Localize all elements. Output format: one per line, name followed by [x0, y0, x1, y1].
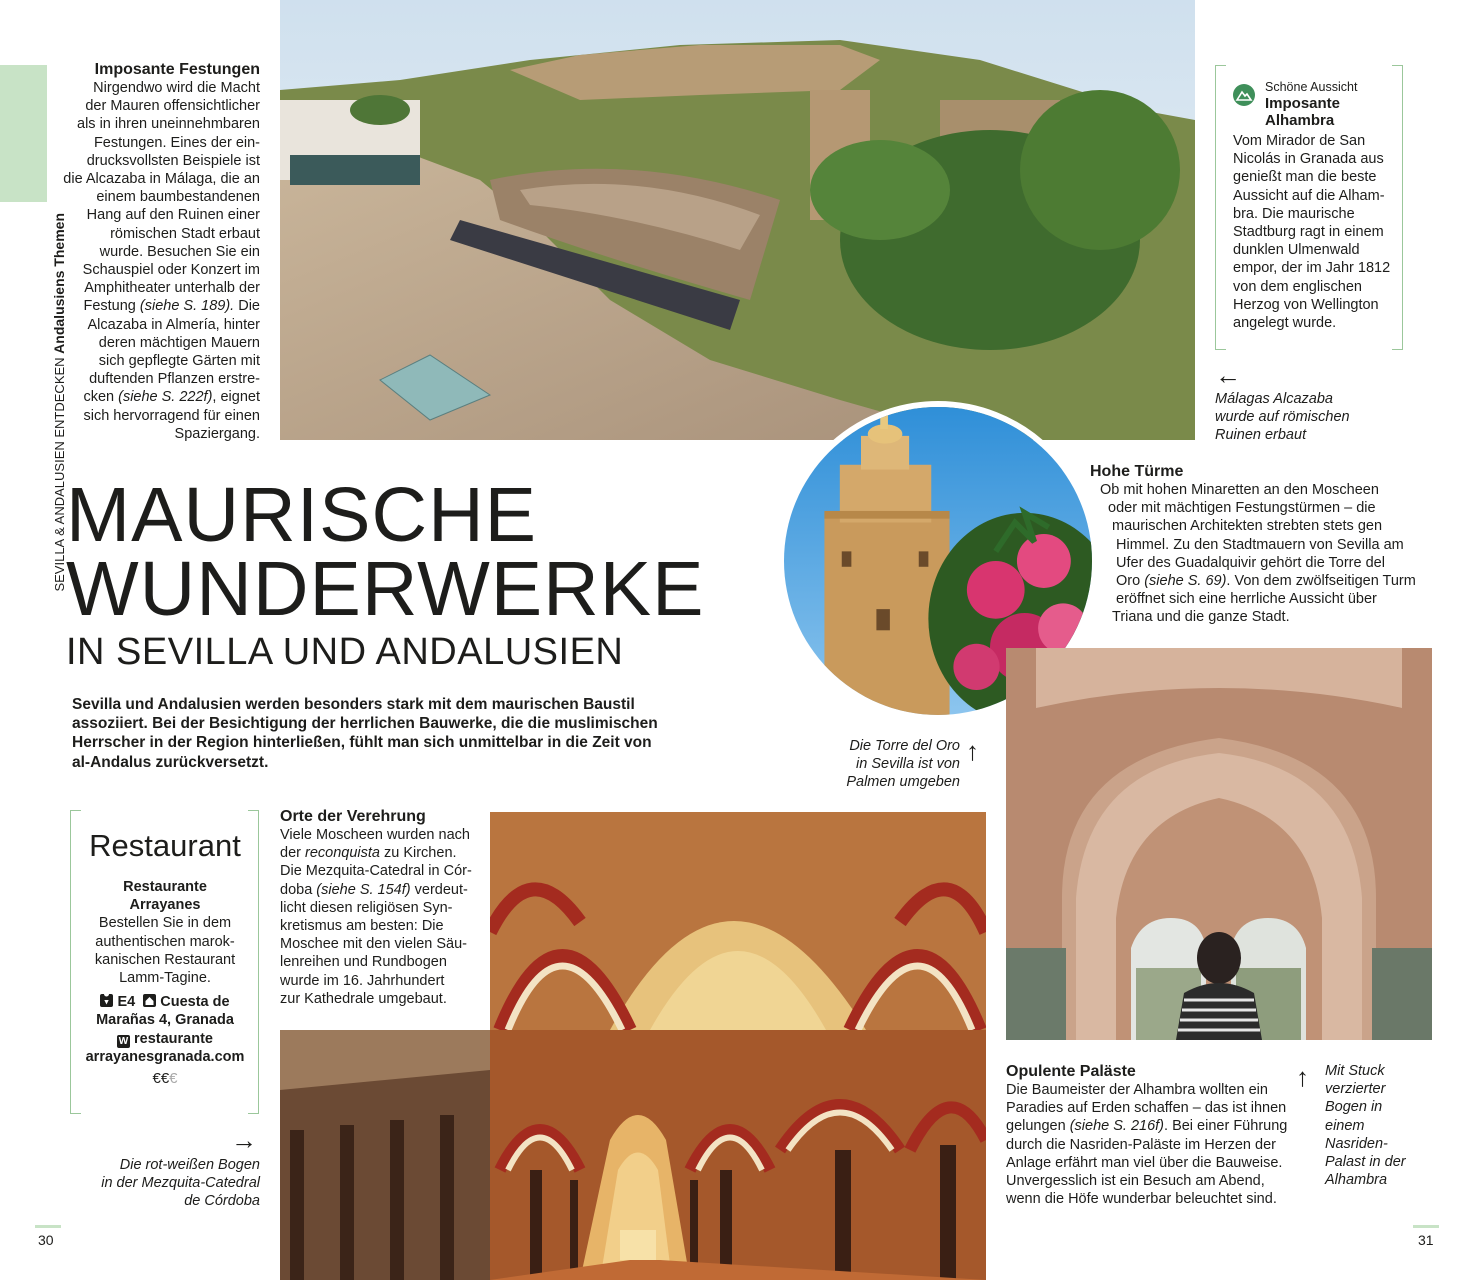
italic-term: reconquista [305, 845, 380, 862]
text-line: maurischen Architekten strebten stets gen [1112, 518, 1383, 535]
text-line: von dem englischen [1233, 278, 1362, 295]
text-line: authentischen marok- [95, 933, 235, 950]
text-line: der reconquista zu Kirchen. [280, 845, 457, 862]
text-line: angelegt wurde. [1233, 315, 1337, 332]
caption-line: Die rot-weißen Bogen [119, 1157, 260, 1173]
text-line: Die Mezquita-Catedral in Cór- [280, 863, 472, 880]
caption-line: in Sevilla ist von [856, 756, 960, 773]
text-line: Nicolás in Granada aus [1233, 151, 1384, 168]
text-line: Spaziergang. [174, 425, 260, 442]
section-tab [0, 65, 47, 202]
arrow-right-icon: → [231, 1125, 257, 1155]
caption-torre [800, 737, 960, 792]
title-line-2: WUNDERWERKE [66, 546, 705, 632]
festungen-text [62, 79, 260, 443]
caption-line: Palast in der [1325, 1154, 1406, 1171]
text-line: Ufer des Guadalquivir gehört die Torre del [1116, 554, 1385, 571]
text-line: deren mächtigen Mauern [98, 334, 260, 351]
section-label: SEVILLA & ANDALUSIEN ENTDECKEN [52, 357, 67, 592]
aussicht-title-2: Alhambra [1265, 112, 1335, 129]
photo-alhambra-arches [1006, 648, 1432, 1040]
aussicht-text [1233, 132, 1403, 332]
caption-line: in der Mezquita-Catedral [101, 1175, 260, 1192]
aussicht-kicker: Schöne Aussicht [1265, 80, 1358, 94]
palaeste-block [1006, 1062, 1306, 1208]
text-line: wenn die Höfe wunderbar beleuchtet sind. [1006, 1191, 1277, 1208]
festungen-block [62, 60, 260, 443]
text-line: die Alcazaba in Málaga, die an [63, 171, 260, 188]
text-line: einem baumbestandenen [96, 189, 260, 206]
text-line: drucksvollsten Beispiele ist [86, 152, 260, 169]
text-line: der Mauren offensichtlicher [85, 98, 260, 115]
aussicht-box [1233, 80, 1403, 332]
restaurant-name-2: Arrayanes [129, 897, 201, 914]
text-line: Oro (siehe S. 69). Von dem zwölfseitigen Turm [1116, 573, 1416, 590]
text-line: Stadtburg ragt in einem [1233, 224, 1384, 241]
price-rating [80, 1070, 250, 1087]
tab-label: Andalusiens Themen [51, 213, 67, 354]
title-subtitle: IN SEVILLA UND ANDALUSIEN [66, 631, 624, 673]
text-line: römischen Stadt erbaut [110, 225, 260, 242]
text-line: oder mit mächtigen Festungstürmen – die [1108, 500, 1376, 517]
text-line: wurde im 16. Jahrhundert [280, 972, 445, 989]
caption-line: wurde auf römischen [1215, 409, 1350, 426]
tuerme-title: Hohe Türme [1090, 463, 1184, 480]
tuerme-block [1090, 462, 1420, 627]
text-line: als in ihren uneinnehmbaren [77, 116, 260, 133]
restaurant-box [80, 826, 250, 1087]
caption-line: Málagas Alcazaba [1215, 391, 1333, 407]
caption-line: Die Torre del Oro [849, 738, 960, 754]
text-line: licht diesen religiösen Syn- [280, 899, 453, 916]
intro-paragraph [72, 695, 692, 772]
verehrung-title: Orte der Verehrung [280, 808, 426, 825]
photo-mezquita-lower [280, 1030, 986, 1280]
intro-line: Herrscher in der Region hinterließen, fühlt man sich unmittelbar in die Zeit von [72, 734, 652, 752]
text-line: Moschee mit den vielen Säu- [280, 936, 467, 953]
restaurant-description [80, 914, 250, 987]
page-number-rule-right [1413, 1225, 1439, 1228]
text-line: Festungen. Eines der ein- [93, 134, 260, 151]
text-line: Herzog von Wellington [1233, 296, 1379, 313]
caption-line: Ruinen erbaut [1215, 427, 1307, 444]
map-reference: E4 [117, 994, 136, 1011]
text-line: sich gepflegte Gärten mit [98, 353, 260, 370]
photo-mezquita-upper [490, 812, 986, 1030]
text-line: duftenden Pflanzen erstre- [89, 371, 260, 388]
photo-alcazaba-malaga [280, 0, 1195, 440]
aussicht-title-1: Imposante [1265, 95, 1341, 112]
price-active: €€ [152, 1070, 170, 1088]
verehrung-block [280, 807, 485, 1008]
festungen-title: Imposante Festungen [94, 61, 260, 78]
page-reference: (siehe S. 69) [1144, 573, 1227, 590]
page-reference: (siehe S. 189). [139, 298, 235, 315]
text-line: Anlage erfährt man viel über die Bauweise. [1006, 1154, 1283, 1171]
caption-line: Palmen umgeben [846, 774, 960, 791]
text-line: Paradies auf Erden schaffen – das ist ihnen [1006, 1100, 1287, 1117]
restaurant-name-1: Restaurante [123, 879, 207, 895]
caption-line: Alhambra [1325, 1172, 1388, 1189]
title-line-1: MAURISCHE [66, 472, 538, 558]
house-icon [143, 994, 156, 1007]
caption-line: Bogen in [1325, 1099, 1383, 1116]
text-line: Vom Mirador de San [1233, 133, 1366, 149]
mountain-view-icon [1233, 84, 1255, 106]
web-icon: W [118, 1035, 129, 1047]
address-line-2: Marañas 4, Granada [96, 1012, 234, 1029]
text-line: Hang auf den Ruinen einer [86, 207, 260, 224]
text-line: sich hervorragend für einen [83, 407, 260, 424]
text-line: Nirgendwo wird die Macht [93, 80, 260, 96]
text-line: doba (siehe S. 154f) verdeut- [280, 881, 468, 898]
restaurant-details [80, 993, 250, 1066]
website-line-2[interactable]: arrayanesgranada.com [85, 1048, 245, 1065]
text-line: empor, der im Jahr 1812 [1233, 260, 1391, 277]
caption-mezquita [80, 1156, 260, 1211]
text-line: dunklen Ulmenwald [1233, 242, 1360, 259]
page-number-right: 31 [1418, 1232, 1434, 1248]
text-line: Amphitheater unterhalb der [84, 280, 260, 297]
text-line: Himmel. Zu den Stadtmauern von Sevilla am [1116, 536, 1404, 553]
page-number-left: 30 [38, 1232, 54, 1248]
website-line-1[interactable]: restaurante [134, 1030, 213, 1047]
text-line: eröffnet sich eine herrliche Aussicht über [1116, 591, 1377, 608]
address-line-1: Cuesta de [160, 994, 230, 1011]
verehrung-text [280, 826, 485, 1008]
restaurant-heading: Restaurant [89, 828, 241, 863]
text-line: lenreihen und Rundbogen [280, 954, 447, 971]
text-line: Festung (siehe S. 189). Die [83, 298, 260, 315]
page-reference: (siehe S. 154f) [316, 881, 411, 898]
text-line: Viele Moscheen wurden nach [280, 827, 470, 843]
caption-alcazaba [1215, 362, 1395, 445]
caption-line: de Córdoba [184, 1193, 260, 1210]
arrow-left-icon: ← [1215, 360, 1241, 390]
map-pin-icon [100, 994, 113, 1007]
text-line: Ob mit hohen Minaretten an den Moscheen [1100, 482, 1379, 498]
price-inactive: € [169, 1070, 178, 1088]
page-reference: (siehe S. 216f) [1069, 1118, 1165, 1135]
arrow-up-icon: ↑ [966, 736, 979, 766]
text-line: Bestellen Sie in dem [98, 915, 232, 932]
caption-line: verzierter [1325, 1081, 1386, 1098]
text-line: Lamm-Tagine. [119, 970, 211, 987]
aussicht-bracket-left [1215, 65, 1226, 350]
text-line: Aussicht auf die Alham- [1233, 187, 1385, 204]
text-line: kanischen Restaurant [94, 951, 236, 968]
intro-line: Sevilla und Andalusien werden besonders stark mit dem maurischen Baustil [72, 696, 635, 713]
caption-line: einem [1325, 1117, 1365, 1134]
caption-line: Nasriden- [1325, 1135, 1388, 1152]
tuerme-text [1090, 481, 1420, 627]
page-reference: (siehe S. 222f) [118, 389, 213, 406]
page-title [66, 472, 726, 674]
page-number-rule-left [35, 1225, 61, 1228]
intro-line: assoziiert. Bei der Besichtigung der herrlichen Bauwerke, die die muslimischen [72, 715, 658, 733]
text-line: Triana und die ganze Stadt. [1112, 609, 1290, 626]
text-line: Die Baumeister der Alhambra wollten ein [1006, 1082, 1268, 1098]
text-line: genießt man die beste [1233, 169, 1377, 186]
text-line: Alcazaba in Almería, hinter [87, 316, 260, 333]
text-line: zur Kathedrale umgebaut. [280, 990, 447, 1007]
text-line: cken (siehe S. 222f), eignet [83, 389, 260, 406]
palaeste-title: Opulente Paläste [1006, 1063, 1136, 1080]
palaeste-text [1006, 1081, 1306, 1208]
text-line: kretismus am besten: Die [280, 918, 444, 935]
text-line: Schauspiel oder Konzert im [82, 262, 260, 279]
text-line: bra. Die maurische [1233, 205, 1355, 222]
arrow-up-icon: ↑ [1296, 1062, 1309, 1092]
caption-line: Mit Stuck [1325, 1063, 1385, 1079]
intro-line: al-Andalus zurückversetzt. [72, 753, 269, 771]
caption-stuck [1325, 1062, 1435, 1189]
text-line: wurde. Besuchen Sie ein [99, 243, 260, 260]
text-line: Unvergesslich ist ein Besuch am Abend, [1006, 1173, 1265, 1190]
text-line: durch die Nasriden-Paläste im Herzen der [1006, 1136, 1276, 1153]
text-line: gelungen (siehe S. 216f). Bei einer Führung [1006, 1118, 1288, 1135]
